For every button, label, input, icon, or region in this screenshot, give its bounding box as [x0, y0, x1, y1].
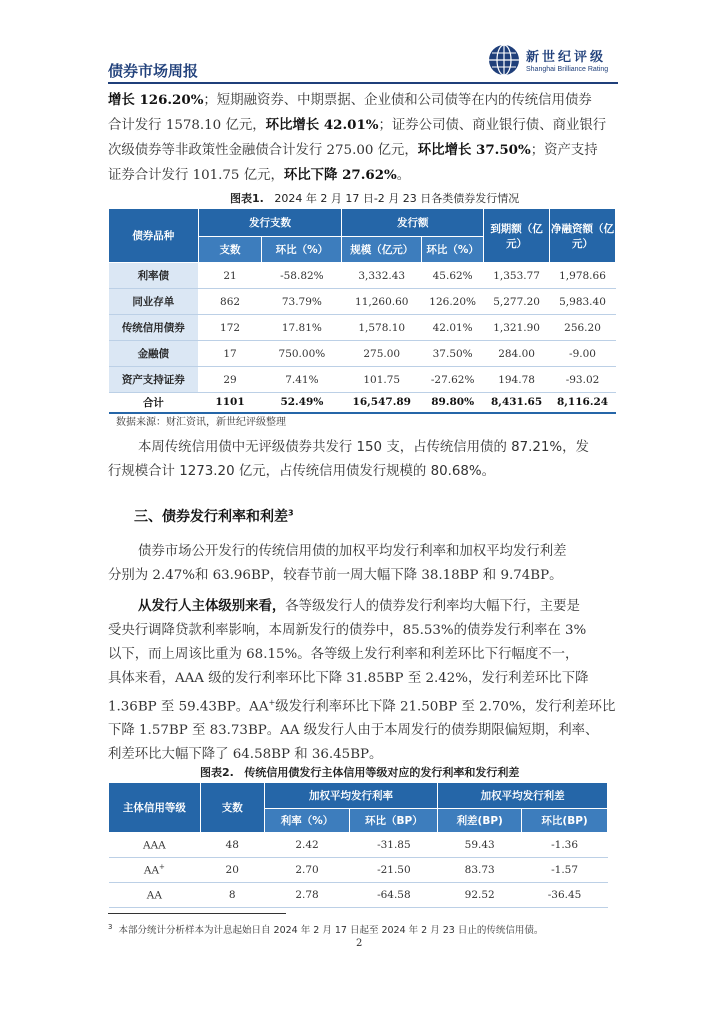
- paragraph-line: [108, 163, 616, 188]
- table-cell: -58.82%: [262, 263, 342, 289]
- rating-modifier: +: [159, 863, 165, 872]
- header-bond-type: 债券品种: [109, 209, 199, 263]
- text-run: ；资产支持: [530, 143, 598, 158]
- paragraph-text: 各等级发行人的债券发行利率均大幅下行，主要是: [285, 599, 580, 614]
- paragraph-line: 具体来看，AAA 级的发行利率环比下降 31.85BP 至 2.42%，发行利差环比下降: [108, 671, 589, 686]
- footnote-divider: [108, 913, 286, 914]
- bold-text-run: 环比增长 37.50%: [417, 142, 531, 158]
- header-rate-change: 环比（BP）: [350, 809, 438, 833]
- header-weighted-rate: 加权平均发行利率: [264, 783, 438, 809]
- table-cell: 1,978.66: [550, 263, 616, 289]
- table-cell: 89.80%: [422, 393, 484, 413]
- table-cell: 5,277.20: [484, 289, 550, 315]
- table-cell: 275.00: [342, 341, 422, 367]
- table-cell: 1101: [198, 393, 262, 413]
- table1-caption-text: 2024 年 2 月 17 日-2 月 23 日各类债券发行情况: [274, 192, 520, 205]
- table-cell: 862: [198, 289, 262, 315]
- paragraph-line: [108, 691, 616, 719]
- text-run: ；短期融资券、中期票据、企业债和公司债等在内的传统信用债券: [203, 93, 592, 108]
- table-cell: -1.36: [522, 833, 608, 858]
- table-row: [109, 883, 608, 908]
- footnote-ref: 3: [288, 508, 294, 518]
- header-weighted-spread: 加权平均发行利差: [438, 783, 608, 809]
- table2-caption-label: 图表2.: [200, 766, 234, 779]
- issuance-summary-paragraph: [108, 88, 616, 188]
- section-heading: [134, 506, 294, 526]
- header-issue-amount: 发行额: [342, 209, 484, 237]
- table-cell: 284.00: [484, 341, 550, 367]
- table-cell: 37.50%: [422, 341, 484, 367]
- table-total-row: [109, 393, 616, 413]
- header-count-change: 环比（%）: [262, 237, 342, 263]
- table-cell: 750.00%: [262, 341, 342, 367]
- text-run: 证券合计发行 101.75 亿元，: [108, 168, 284, 183]
- table-cell: 29: [198, 367, 262, 393]
- table-cell: 52.49%: [262, 393, 342, 413]
- table-cell: 17: [198, 341, 262, 367]
- table-cell: 101.75: [342, 367, 422, 393]
- globe-logo-icon: [488, 44, 520, 76]
- rating-grade: AA: [143, 864, 160, 877]
- table-cell: 21: [198, 263, 262, 289]
- table-row: [109, 858, 608, 883]
- header-maturity: 到期额（亿元）: [484, 209, 550, 263]
- table-cell: 2.70: [264, 858, 350, 883]
- table-cell: 2.78: [264, 883, 350, 908]
- table-cell: 92.52: [438, 883, 522, 908]
- paragraph-line: [108, 594, 616, 619]
- header-issue-count: 发行支数: [198, 209, 342, 237]
- header-net-financing: 净融资额（亿元）: [550, 209, 616, 263]
- bold-text-run: 环比下降 27.62%: [283, 167, 397, 183]
- table-cell: 16,547.89: [342, 393, 422, 413]
- table-cell: 42.01%: [422, 315, 484, 341]
- table-cell: 资产支持证券: [109, 367, 199, 393]
- table-cell: 83.73: [438, 858, 522, 883]
- logo-english-name: Shanghai Brilliance Rating: [526, 66, 609, 73]
- table-row: [109, 367, 616, 393]
- table-cell: -1.57: [522, 858, 608, 883]
- table-cell: [109, 833, 201, 858]
- table-cell: 73.79%: [262, 289, 342, 315]
- paragraph-line: 受央行调降贷款利率影响，本周新发行的债券中，85.53%的债券发行利率在 3%: [108, 623, 587, 638]
- header-spread: 利差(BP): [438, 809, 522, 833]
- table-cell: 59.43: [438, 833, 522, 858]
- issuer-rating-paragraph: [108, 594, 616, 767]
- paragraph-line: [108, 113, 616, 138]
- table-cell: 金融债: [109, 341, 199, 367]
- table-cell: 8,116.24: [550, 393, 616, 413]
- table-cell: 1,578.10: [342, 315, 422, 341]
- paragraph-text: 级发行利率环比下降 21.50BP 至 2.70%，发行利差环比: [275, 699, 616, 715]
- table-row: [109, 289, 616, 315]
- header-count: 支数: [198, 237, 262, 263]
- header-rate: 利率（%）: [264, 809, 350, 833]
- paragraph-line: 债券市场公开发行的传统信用债的加权平均发行利率和加权平均发行利差: [138, 544, 567, 559]
- header-divider: [108, 82, 618, 84]
- text-run: ；证券公司债、商业银行债、商业银行: [378, 118, 607, 133]
- table1-caption-label: 图表1.: [230, 192, 264, 205]
- table-cell: 1,321.90: [484, 315, 550, 341]
- text-run: 合计发行 1578.10 亿元，: [108, 118, 266, 133]
- table-cell: 合计: [109, 393, 199, 413]
- unrated-bond-paragraph: [108, 436, 616, 484]
- weighted-rate-paragraph: [108, 540, 616, 588]
- table-cell: -36.45: [522, 883, 608, 908]
- report-title: 债券市场周报: [108, 62, 199, 80]
- table-cell: 5,983.40: [550, 289, 616, 315]
- table-cell: 1,353.77: [484, 263, 550, 289]
- company-logo: [488, 44, 620, 80]
- paragraph-text: 1.36BP 至 59.43BP。AA: [108, 699, 269, 715]
- bold-lead: 从发行人主体级别来看，: [138, 598, 286, 614]
- table-row: [109, 263, 616, 289]
- table-cell: 传统信用债券: [109, 315, 199, 341]
- table-cell: 172: [198, 315, 262, 341]
- table-cell: 48: [200, 833, 264, 858]
- table-cell: 256.20: [550, 315, 616, 341]
- table-cell: 利率债: [109, 263, 199, 289]
- table-cell: -93.02: [550, 367, 616, 393]
- rating-grade: AAA: [143, 839, 166, 852]
- table-cell: 8: [200, 883, 264, 908]
- bold-text-run: 增长 126.20%: [108, 92, 204, 108]
- table-cell: 2.42: [264, 833, 350, 858]
- footnote-text: 本部分统计分析样本为计息起始日自 2024 年 2 月 17 日起至 2024 年 2 月 23 日止的传统信用债。: [118, 925, 544, 936]
- bond-issuance-table: [108, 208, 616, 414]
- page-number: 2: [356, 938, 363, 949]
- table-cell: 同业存单: [109, 289, 199, 315]
- logo-chinese-name: 新世纪评级: [526, 50, 607, 65]
- paragraph-line: 行规模合计 1273.20 亿元，占传统信用债发行规模的 80.68%。: [108, 464, 496, 479]
- footnote: [108, 922, 543, 936]
- table-cell: 194.78: [484, 367, 550, 393]
- table1-source: 数据来源：财汇资讯，新世纪评级整理: [116, 417, 286, 428]
- header-scale-change: 环比（%）: [422, 237, 484, 263]
- rating-grade: AA: [146, 889, 162, 902]
- table-cell: 20: [200, 858, 264, 883]
- section-title: 三、债券发行利率和利差: [134, 509, 288, 525]
- table-cell: 11,260.60: [342, 289, 422, 315]
- table-cell: -64.58: [350, 883, 438, 908]
- table-cell: 3,332.43: [342, 263, 422, 289]
- paragraph-line: [108, 88, 616, 113]
- header-rating: 主体信用等级: [109, 783, 201, 833]
- paragraph-line: 本周传统信用债中无评级债券共发行 150 支，占传统信用债的 87.21%，发: [138, 440, 589, 455]
- table-cell: 126.20%: [422, 289, 484, 315]
- table-row: [109, 315, 616, 341]
- paragraph-line: 利差环比大幅下降了 64.58BP 和 36.45BP。: [108, 747, 383, 763]
- header-count: 支数: [200, 783, 264, 833]
- paragraph-line: 分别为 2.47%和 63.96BP，较春节前一周大幅下降 38.18BP 和 9.74BP。: [108, 568, 563, 583]
- header-scale: 规模（亿元）: [342, 237, 422, 263]
- table1-caption: [230, 190, 519, 206]
- footnote-mark: 3: [108, 922, 113, 931]
- table-row: [109, 341, 616, 367]
- table-cell: -9.00: [550, 341, 616, 367]
- table-row: [109, 833, 608, 858]
- paragraph-line: 以下，而上周该比重为 68.15%。各等级上发行利率和利差环比下行幅度不一，: [108, 647, 579, 662]
- table-cell: -31.85: [350, 833, 438, 858]
- paragraph-line: [108, 138, 616, 163]
- text-run: 。: [396, 168, 411, 183]
- table2-caption: [200, 764, 519, 780]
- bold-text-run: 环比增长 42.01%: [265, 117, 379, 133]
- paragraph-line: 下降 1.57BP 至 83.73BP。AA 级发行人由于本周发行的债券期限偏短期，利率、: [108, 723, 599, 739]
- rating-rate-table: [108, 782, 608, 908]
- table-cell: 7.41%: [262, 367, 342, 393]
- table-cell: -27.62%: [422, 367, 484, 393]
- table-cell: [109, 883, 201, 908]
- table2-caption-text: 传统信用债发行主体信用等级对应的发行利率和发行利差: [244, 766, 520, 779]
- table-cell: [109, 858, 201, 883]
- table-cell: -21.50: [350, 858, 438, 883]
- table-cell: 17.81%: [262, 315, 342, 341]
- table-cell: 45.62%: [422, 263, 484, 289]
- table-cell: 8,431.65: [484, 393, 550, 413]
- header-spread-change: 环比(BP): [522, 809, 608, 833]
- superscript: +: [268, 698, 276, 707]
- text-run: 次级债券等非政策性金融债合计发行 275.00 亿元，: [108, 143, 418, 158]
